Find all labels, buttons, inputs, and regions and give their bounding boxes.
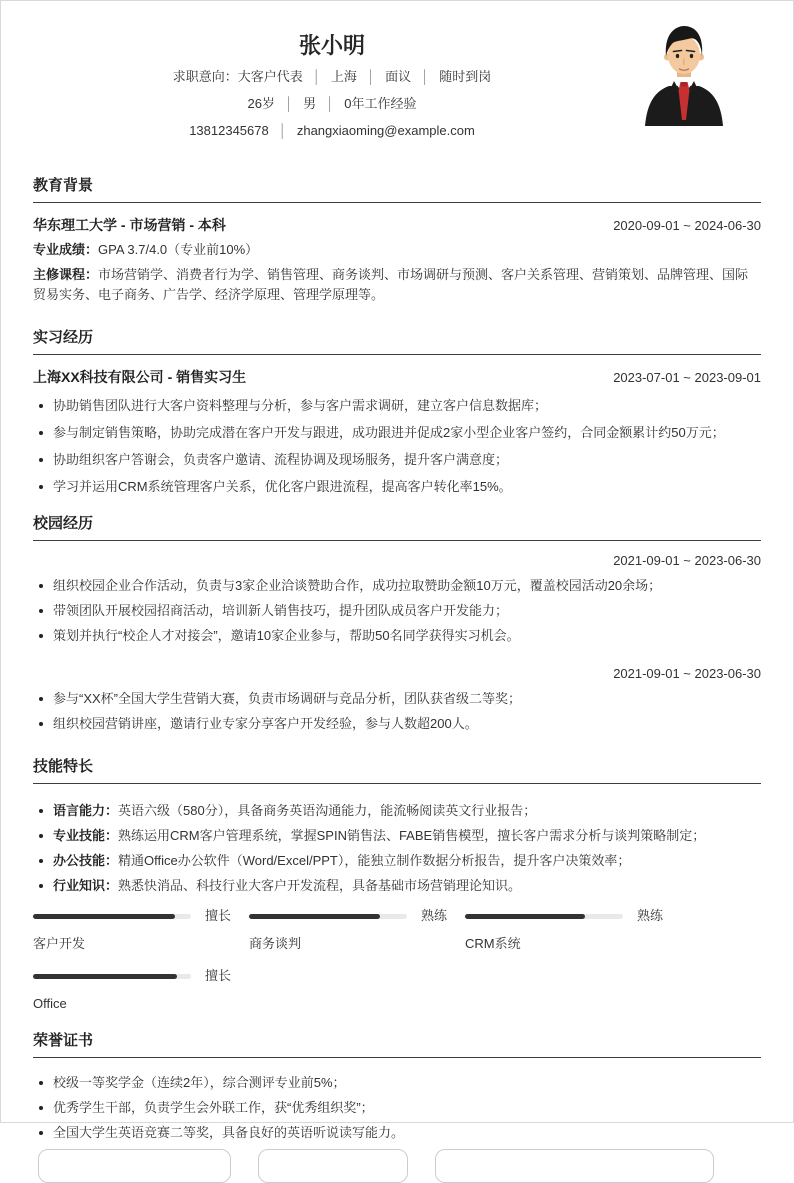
section-title-skills: 技能特长 [33,758,761,784]
gpa-value: GPA 3.7/4.0（专业前10%） [98,242,259,257]
phone-number: 13812345678 [189,123,269,138]
skill-bar-name: 商务谈判 [249,936,302,951]
campus-entry2-bullets [33,690,761,732]
intention-salary: 面议 [385,69,412,84]
profile-photo [631,19,737,126]
gender: 男 [303,96,317,111]
bullet-item: 校级一等奖学金（连续2年），综合测评专业前5%； [33,1074,761,1091]
bullet-item: 参与制定销售策略，协助完成潜在客户开发与跟进，成功跟进并促成2家小型企业客户签约，合同金额累计约50万元； [33,424,761,441]
bullet-item: 组织校园企业合作活动，负责与3家企业洽谈赞助合作，成功拉取赞助金额10万元，覆盖校园活动20余场； [33,577,761,594]
skill-text: 熟练运用CRM客户管理系统，掌握SPIN销售法、FABE销售模型，擅长客户需求分析与谈判策略制定； [118,828,706,843]
company-position: 上海XX科技有限公司 - 销售实习生 [33,369,247,385]
skill-bar-track [33,974,191,979]
bullet-item [33,802,761,819]
skill-label: 办公技能： [53,853,119,868]
bullet-item: 策划并执行“校企人才对接会”，邀请10家企业参与，帮助50名同学获得实习机会。 [33,627,761,644]
education-date-range: 2020-09-01 ~ 2024-06-30 [613,218,761,233]
honors-bullet-list [33,1074,761,1141]
bullet-item: 优秀学生干部，负责学生会外联工作，获“优秀组织奖”； [33,1099,761,1116]
skill-bar-customer-dev [33,908,249,952]
internship-bullet-list [33,397,761,495]
skill-level-label: 擅长 [205,968,232,983]
skill-bar-row [249,908,465,924]
certificate-pills-row [38,1149,761,1183]
bullet-item [33,852,761,869]
candidate-name: 张小明 [298,33,365,58]
skill-bar-fill [33,914,175,919]
skill-bar-fill [33,974,177,979]
education-entry-header [33,216,761,235]
campus-entry1-date: 2021-09-01 ~ 2023-06-30 [613,553,761,568]
skill-bar-row [33,968,249,984]
contact-line [33,123,631,139]
campus-entry2-date: 2021-09-01 ~ 2023-06-30 [613,666,761,681]
divider-bar: │ [421,69,430,84]
skill-text: 熟悉快消品、科技行业大客户开发流程，具备基础市场营销理论知识。 [118,878,522,893]
skill-bar-crm [465,908,681,952]
skill-text: 精通Office办公软件（Word/Excel/PPT），能独立制作数据分析报告，提升客户决策效率； [118,853,631,868]
skill-level-label: 熟练 [637,908,664,923]
skill-bar-track [465,914,623,919]
section-title-honors: 荣誉证书 [33,1032,761,1058]
bullet-item: 参与“XX杯”全国大学生营销大赛，负责市场调研与竞品分析，团队获省级二等奖； [33,690,761,707]
intention-label: 求职意向： [172,69,238,84]
courses-label: 主修课程： [33,267,99,282]
skill-bar-row [465,908,681,924]
gpa-label: 专业成绩： [33,242,99,257]
certificate-pill [258,1149,408,1183]
male-avatar-icon [631,19,737,126]
section-education [33,177,761,305]
job-intention-line [33,69,631,85]
skill-label: 语言能力： [53,803,119,818]
skill-bar-negotiation [249,908,465,952]
header-text-block [33,1,631,139]
bullet-item: 协助销售团队进行大客户资料整理与分析，参与客户需求调研，建立客户信息数据库； [33,397,761,414]
skill-bar-track [249,914,407,919]
internship-entry-header [33,368,761,387]
section-title-internship: 实习经历 [33,329,761,355]
bullet-item: 协助组织客户答谢会，负责客户邀请、流程协调及现场服务，提升客户满意度； [33,451,761,468]
bullet-item [33,827,761,844]
gpa-line [33,240,761,260]
divider-bar: │ [278,123,287,138]
section-title-education: 教育背景 [33,177,761,203]
section-honors [33,1032,761,1183]
bullet-item: 组织校园营销讲座，邀请行业专家分享客户开发经验，参与人数超200人。 [33,715,761,732]
certificate-pill [435,1149,714,1183]
divider-bar: │ [326,96,335,111]
bullet-item: 带领团队开展校园招商活动，培训新人销售技巧，提升团队成员客户开发能力； [33,602,761,619]
section-internship [33,329,761,495]
intention-position: 大客户代表 [237,69,303,84]
internship-date-range: 2023-07-01 ~ 2023-09-01 [613,370,761,385]
divider-bar: │ [312,69,321,84]
skill-bar-office [33,968,249,1012]
work-experience: 0年工作经验 [344,96,417,111]
skill-level-label: 熟练 [421,908,448,923]
skill-bars-grid [33,908,761,1028]
skills-bullet-list [33,802,761,894]
basic-info-line [33,96,631,112]
intention-city: 上海 [330,69,357,84]
skill-bar-fill [249,914,380,919]
skill-text: 英语六级（580分），具备商务英语沟通能力，能流畅阅读英文行业报告； [118,803,537,818]
certificate-pill [38,1149,231,1183]
courses-value: 市场营销学、消费者行为学、销售管理、商务谈判、市场调研与预测、客户关系管理、营销策划、品牌管理、国际贸易实务、电子商务、广告学、经济学原理、管理学原理等。 [33,267,749,302]
intention-availability: 随时到岗 [439,69,492,84]
bullet-item [33,877,761,894]
section-skills [33,758,761,1028]
bullet-item: 学习并运用CRM系统管理客户关系，优化客户跟进流程，提高客户转化率15%。 [33,478,761,495]
skill-level-label: 擅长 [205,908,232,923]
resume-header [33,1,761,138]
courses-line [33,265,761,305]
divider-bar: │ [284,96,294,111]
section-campus [33,515,761,732]
skill-bar-name: CRM系统 [465,936,521,951]
section-title-campus: 校园经历 [33,515,761,541]
skill-bar-name: Office [33,996,67,1011]
campus-entry1-bullets [33,577,761,644]
school-major-degree: 华东理工大学 - 市场营销 - 本科 [33,217,226,233]
age: 26岁 [247,96,275,111]
skill-bar-row [33,908,249,924]
skill-bar-name: 客户开发 [33,936,86,951]
skill-label: 行业知识： [53,878,119,893]
email-address: zhangxiaoming@example.com [296,123,475,138]
divider-bar: │ [366,69,376,84]
skill-bar-fill [465,914,585,919]
skill-bar-track [33,914,191,919]
skill-label: 专业技能： [53,828,119,843]
bullet-item: 全国大学生英语竞赛二等奖，具备良好的英语听说读写能力。 [33,1124,761,1141]
